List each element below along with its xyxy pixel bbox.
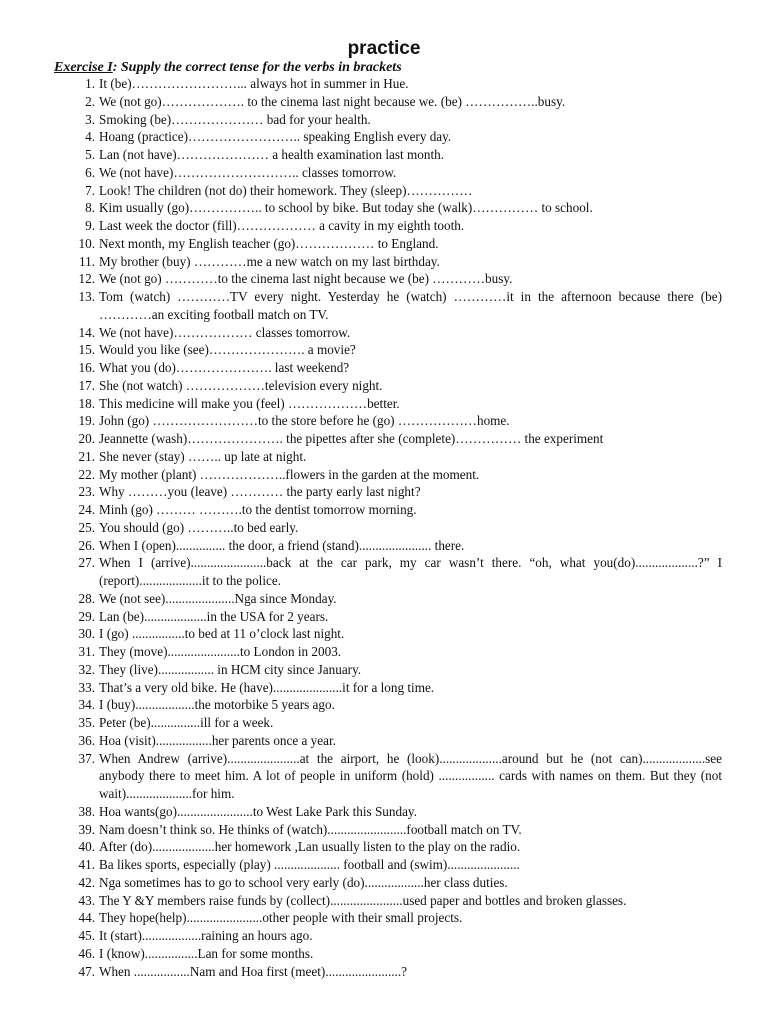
list-item (0, 856, 768, 874)
list-item (0, 874, 768, 892)
item-text: They (live)................. in HCM city since January. (99, 661, 362, 677)
item-text: Lan (be)...................in the USA for 2 years. (99, 608, 329, 624)
item-text: Smoking (be)………………… bad for your health. (99, 111, 371, 127)
item-number: 41. (78, 857, 95, 872)
list-item (0, 324, 768, 342)
item-number: 47. (78, 963, 95, 979)
item-text: That’s a very old bike. He (have).....................it for a long time. (99, 679, 435, 695)
item-number: 6. (85, 164, 95, 180)
list-item (0, 466, 768, 484)
item-number: 31. (78, 644, 95, 659)
item-number: 17. (78, 377, 95, 393)
item-text: Kim usually (go)…………….. to school by bike. But today she (walk)…………… to school. (99, 200, 593, 216)
item-number: 42. (78, 874, 95, 890)
list-item (0, 661, 768, 679)
list-item (0, 182, 768, 200)
exercise-instruction: : Supply the correct tense for the verbs in brackets (112, 60, 402, 75)
item-text: Peter (be)...............ill for a week. (99, 715, 274, 730)
list-item (0, 75, 768, 93)
list-item (0, 803, 768, 821)
item-number: 21. (78, 448, 95, 464)
list-item (0, 430, 768, 448)
list-item (0, 963, 768, 981)
item-number: 38. (78, 803, 95, 819)
item-number: 5. (85, 147, 95, 162)
exercise-list (0, 75, 768, 980)
list-item (0, 164, 768, 182)
item-text: We (not go)………………. to the cinema last night because we. (be) ……………..busy. (99, 93, 566, 109)
list-item (0, 501, 768, 519)
item-number: 13. (78, 289, 95, 304)
item-text: They (move)......................to London in 2003. (99, 644, 342, 659)
list-item (0, 235, 768, 253)
item-number: 20. (78, 431, 95, 446)
item-number: 3. (85, 111, 95, 127)
item-number: 27. (78, 555, 95, 571)
list-item (0, 270, 768, 288)
item-text: She (not watch) ………………television every night. (99, 377, 383, 393)
list-item (0, 146, 768, 164)
item-text: You should (go) ………..to bed early. (99, 519, 299, 535)
list-item (0, 111, 768, 129)
item-number: 11. (79, 253, 95, 269)
item-number: 9. (85, 218, 95, 233)
item-number: 39. (78, 821, 95, 837)
item-text: When I (arrive).......................back at the car park, my car wasn’t there. “oh, what you(do)...................?” I (report)...................it to the police. (99, 555, 722, 588)
item-text: My brother (buy) …………me a new watch on my last birthday. (99, 253, 440, 269)
item-number: 32. (78, 661, 95, 677)
item-number: 1. (85, 76, 95, 91)
item-number: 37. (78, 750, 95, 766)
item-text: We (not have)……………………….. classes tomorrow. (99, 164, 397, 180)
item-text: After (do)...................her homework ,Lan usually listen to the play on the radio. (99, 839, 521, 855)
item-text: It (be)……………………... always hot in summer in Hue. (99, 76, 409, 91)
item-number: 15. (78, 342, 95, 358)
item-text: Hoa wants(go).......................to West Lake Park this Sunday. (99, 803, 417, 819)
item-text: Nga sometimes has to go to school very early (do)..................her class duties. (99, 874, 508, 890)
list-item (0, 519, 768, 537)
item-text: We (not go) …………to the cinema last night because we (be) …………busy. (99, 271, 513, 287)
list-item (0, 892, 768, 910)
exercise-label: Exercise I (54, 60, 113, 75)
item-text: I (go) ................to bed at 11 o’clock last night. (99, 626, 345, 642)
item-text: Ba likes sports, especially (play) .................... football and (swim)...................... (99, 857, 520, 872)
item-number: 25. (78, 519, 95, 535)
item-text: We (not see).....................Nga since Monday. (99, 590, 337, 606)
item-text: When .................Nam and Hoa first (meet).......................? (99, 963, 408, 979)
list-item (0, 448, 768, 466)
item-number: 12. (78, 271, 95, 287)
item-text: Hoa (visit).................her parents once a year. (99, 732, 336, 748)
item-number: 33. (78, 679, 95, 695)
list-item (0, 199, 768, 217)
item-number: 23. (78, 484, 95, 500)
item-number: 29. (78, 608, 95, 624)
list-item (0, 128, 768, 146)
item-text: It (start)..................raining an hours ago. (99, 928, 313, 943)
item-number: 22. (78, 466, 95, 482)
item-text: Look! The children (not do) their homework. They (sleep)…………… (99, 182, 473, 198)
list-item (0, 377, 768, 395)
list-item (0, 554, 768, 590)
list-item (0, 395, 768, 413)
list-item (0, 909, 768, 927)
list-item (0, 927, 768, 945)
item-number: 2. (85, 93, 95, 109)
item-text: Jeannette (wash)…………………. the pipettes after she (complete)…………… the experiment (99, 431, 604, 446)
item-text: Tom (watch) …………TV every night. Yesterday he (watch) …………it in the afternoon because there (be) …………an exciting football match on TV. (99, 289, 722, 322)
item-text: I (buy)..................the motorbike 5 years ago. (99, 697, 335, 713)
item-number: 24. (78, 502, 95, 517)
item-text: Next month, my English teacher (go)……………… to England. (99, 235, 439, 251)
list-item (0, 537, 768, 555)
list-item (0, 93, 768, 111)
list-item (0, 732, 768, 750)
item-number: 46. (78, 945, 95, 961)
list-item (0, 643, 768, 661)
item-text: Last week the doctor (fill)……………… a cavity in my eighth tooth. (99, 218, 465, 233)
item-number: 35. (78, 715, 95, 730)
list-item (0, 412, 768, 430)
list-item (0, 253, 768, 271)
item-number: 36. (78, 732, 95, 748)
item-number: 45. (78, 928, 95, 943)
item-number: 28. (78, 590, 95, 606)
list-item (0, 945, 768, 963)
list-item (0, 696, 768, 714)
page-title: practice (347, 38, 421, 59)
list-item (0, 217, 768, 235)
list-item (0, 608, 768, 626)
item-text: John (go) ……………………to the store before he (go) ………………home. (99, 413, 510, 429)
item-number: 34. (78, 697, 95, 713)
item-number: 44. (78, 910, 95, 926)
item-number: 16. (78, 360, 95, 375)
item-text: We (not have)……………… classes tomorrow. (99, 324, 351, 340)
item-text: What you (do)…………………. last weekend? (99, 360, 350, 375)
list-item (0, 750, 768, 803)
item-text: She never (stay) …….. up late at night. (99, 448, 307, 464)
item-text: This medicine will make you (feel) ………………better. (99, 395, 400, 411)
item-number: 18. (78, 395, 95, 411)
item-number: 10. (78, 235, 95, 251)
list-item (0, 359, 768, 377)
list-item (0, 838, 768, 856)
list-item (0, 821, 768, 839)
item-number: 26. (78, 537, 95, 553)
item-text: Minh (go) ……… ……….to the dentist tomorrow morning. (99, 502, 417, 517)
list-item (0, 625, 768, 643)
item-text: Hoang (practice)…………………….. speaking English every day. (99, 129, 452, 145)
list-item (0, 341, 768, 359)
list-item (0, 590, 768, 608)
item-text: When I (open)............... the door, a friend (stand)...................... there. (99, 537, 465, 553)
item-text: When Andrew (arrive)......................at the airport, he (look)...................around but he (not can)...................see anybody there to meet him. A lot of people in uniform (hold) ................. cards with names on them. But they (not wait)....................for him. (99, 750, 722, 801)
list-item (0, 483, 768, 501)
item-number: 4. (85, 129, 95, 145)
exercise-heading (0, 60, 768, 75)
item-number: 19. (78, 413, 95, 429)
item-number: 14. (78, 324, 95, 340)
item-text: My mother (plant) ………………..flowers in the garden at the moment. (99, 466, 480, 482)
item-number: 40. (78, 839, 95, 855)
item-text: They hope(help).......................other people with their small projects. (99, 910, 463, 926)
item-text: Why ………you (leave) ………… the party early last night? (99, 484, 421, 500)
list-item (0, 679, 768, 697)
item-number: 30. (78, 626, 95, 642)
list-item (0, 714, 768, 732)
item-number: 8. (85, 200, 95, 216)
item-text: The Y &Y members raise funds by (collect)......................used paper and bottles and broken glasses. (99, 892, 627, 908)
item-text: I (know)................Lan for some months. (99, 945, 314, 961)
list-item (0, 288, 768, 324)
item-number: 43. (78, 892, 95, 908)
item-text: Lan (not have)………………… a health examination last month. (99, 147, 444, 162)
item-text: Would you like (see)…………………. a movie? (99, 342, 356, 358)
item-number: 7. (85, 182, 95, 198)
item-text: Nam doesn’t think so. He thinks of (watch)........................football match on TV. (99, 821, 522, 837)
